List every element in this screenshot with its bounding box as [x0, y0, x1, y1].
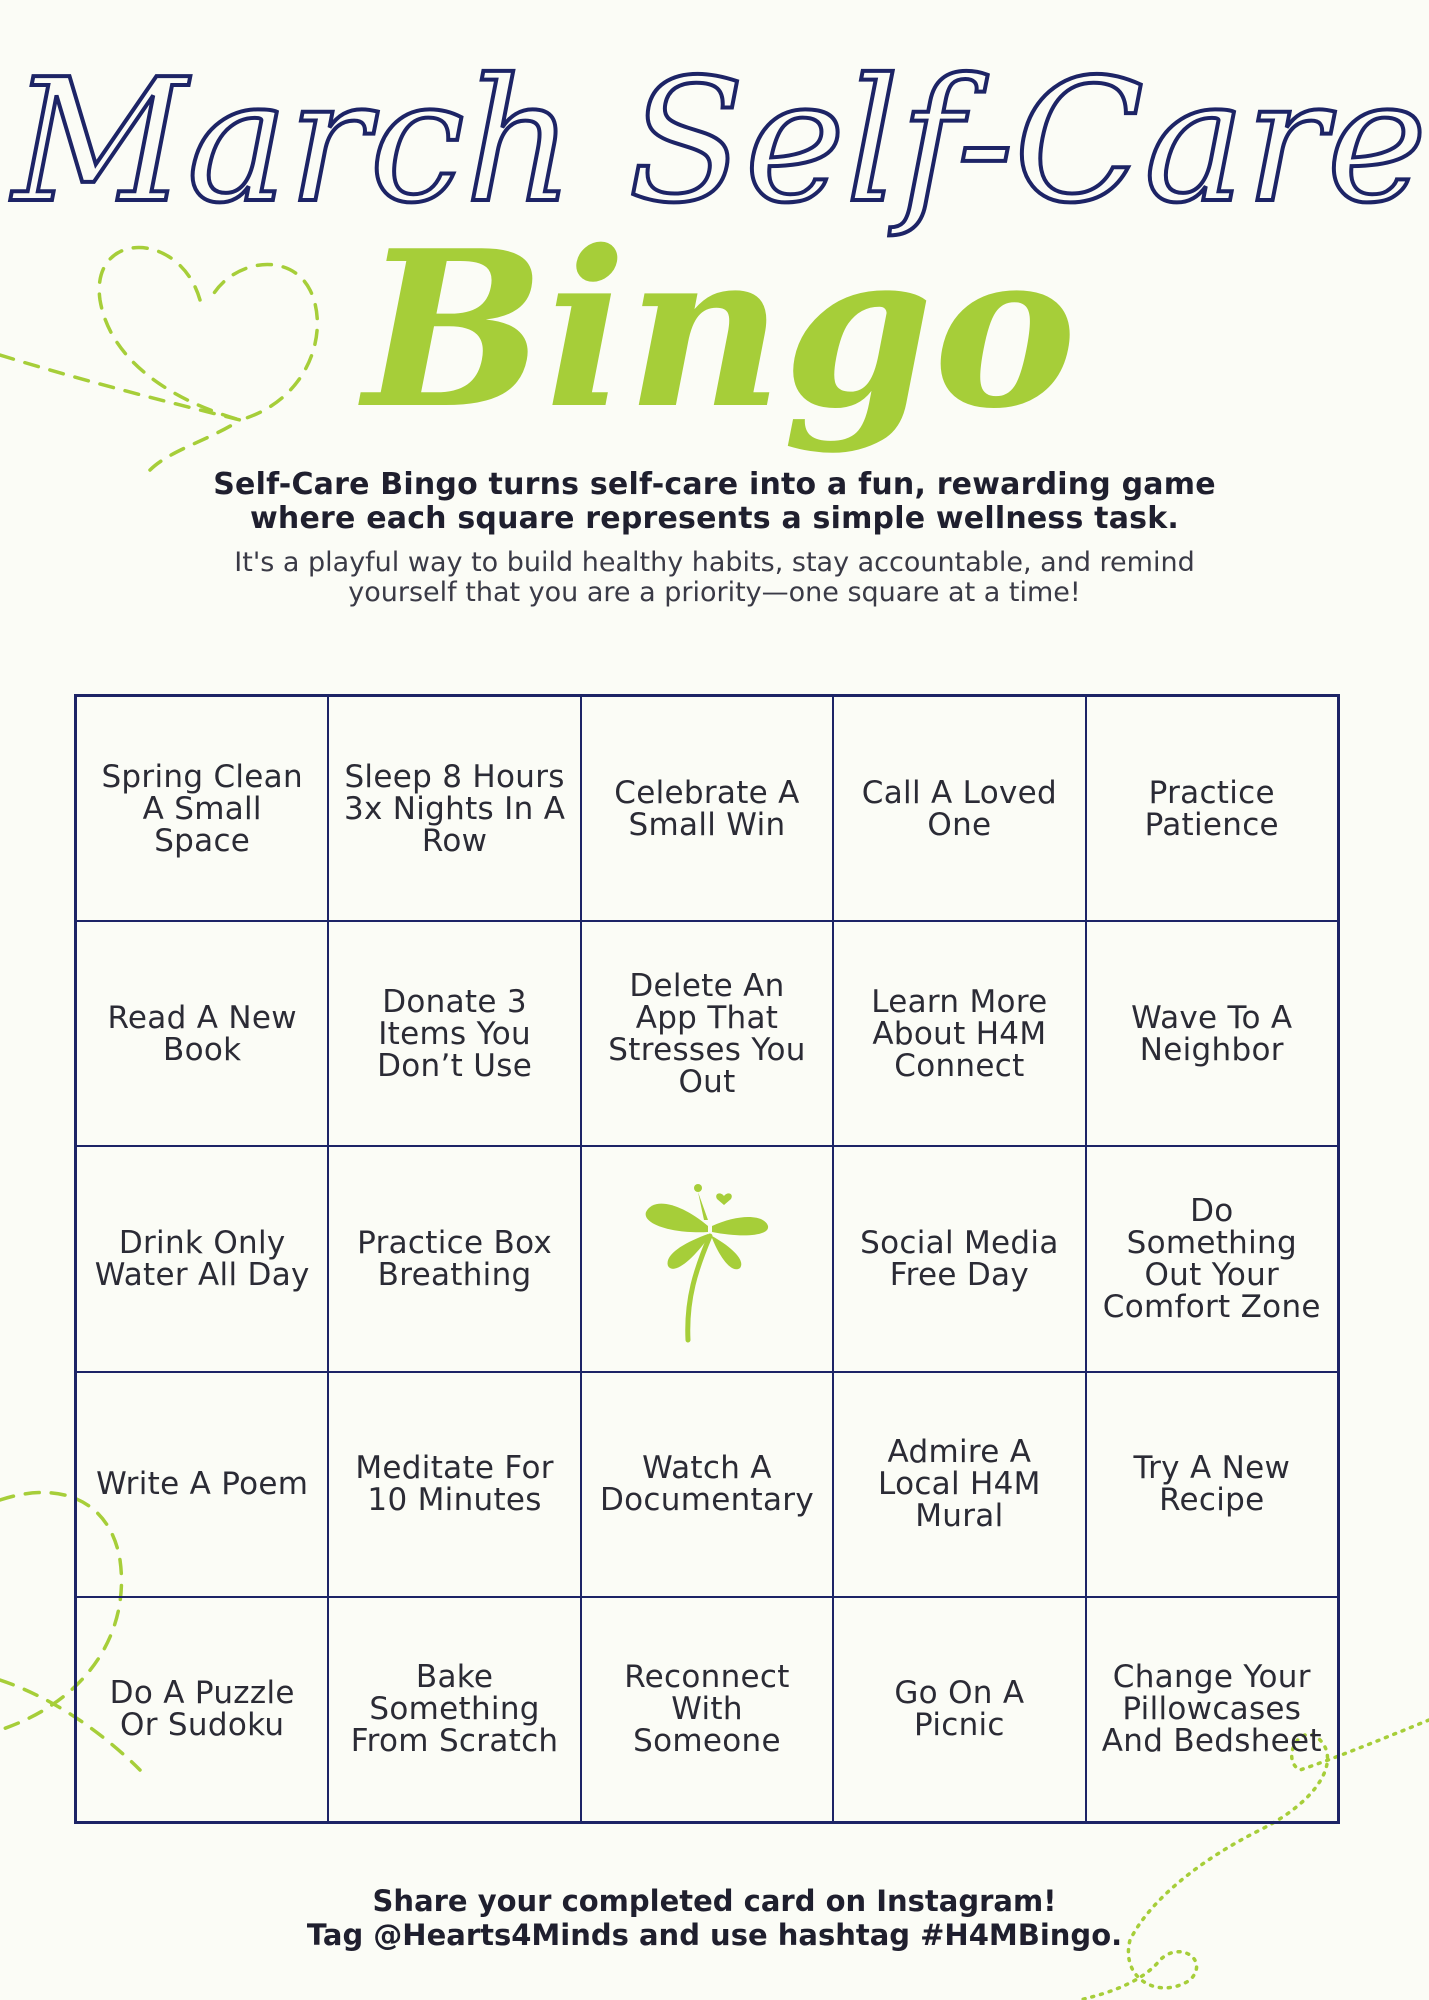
bingo-square[interactable]: Meditate For 10 Minutes	[328, 1372, 580, 1597]
bingo-square[interactable]: Sleep 8 Hours 3x Nights In A Row	[328, 696, 580, 921]
bingo-square[interactable]: Learn More About H4M Connect	[833, 921, 1085, 1146]
bingo-square[interactable]: Write A Poem	[76, 1372, 328, 1597]
bingo-square[interactable]: Practice Patience	[1086, 696, 1338, 921]
bingo-square[interactable]: Social Media Free Day	[833, 1146, 1085, 1371]
intro-text	[120, 468, 1309, 608]
bingo-square[interactable]: Celebrate A Small Win	[581, 696, 833, 921]
bingo-title	[360, 190, 1080, 470]
bingo-square[interactable]: Practice Box Breathing	[328, 1146, 580, 1371]
bingo-square[interactable]: Donate 3 Items You Don’t Use	[328, 921, 580, 1146]
bingo-square[interactable]: Watch A Documentary	[581, 1372, 833, 1597]
bingo-square[interactable]: Change Your Pillowcases And Bedsheet	[1086, 1597, 1338, 1822]
free-space[interactable]	[581, 1146, 833, 1371]
svg-text:March Self-Care: March Self-Care	[12, 43, 1428, 241]
footer-text	[120, 1884, 1309, 1952]
bingo-square[interactable]: Do Something Out Your Comfort Zone	[1086, 1146, 1338, 1371]
intro-light-line-2: yourself that you are a priority—one square at a time!	[348, 577, 1081, 608]
bingo-square[interactable]: Wave To A Neighbor	[1086, 921, 1338, 1146]
bingo-square[interactable]: Reconnect With Someone	[581, 1597, 833, 1822]
bingo-square[interactable]: Read A New Book	[76, 921, 328, 1146]
svg-text:Bingo: Bingo	[363, 203, 1077, 456]
bingo-square[interactable]: Try A New Recipe	[1086, 1372, 1338, 1597]
bingo-square[interactable]: Drink Only Water All Day	[76, 1146, 328, 1371]
bingo-square[interactable]: Go On A Picnic	[833, 1597, 1085, 1822]
bingo-board	[74, 694, 1340, 1824]
bingo-square[interactable]: Do A Puzzle Or Sudoku	[76, 1597, 328, 1822]
footer-line-2: Tag @Hearts4Minds and use hashtag #H4MBingo.	[306, 1918, 1123, 1952]
bingo-square[interactable]: Bake Something From Scratch	[328, 1597, 580, 1822]
dragonfly-heart-logo-icon	[642, 1174, 772, 1344]
bingo-square[interactable]: Admire A Local H4M Mural	[833, 1372, 1085, 1597]
bingo-square[interactable]: Call A Loved One	[833, 696, 1085, 921]
bingo-square[interactable]: Delete An App That Stresses You Out	[581, 921, 833, 1146]
intro-bold-line-2: where each square represents a simple wellness task.	[250, 501, 1179, 536]
intro-bold-line-1: Self-Care Bingo turns self-care into a fun, rewarding game	[213, 467, 1216, 502]
bingo-square[interactable]: Spring Clean A Small Space	[76, 696, 328, 921]
intro-light-line-1: It's a playful way to build healthy habits, stay accountable, and remind	[234, 547, 1195, 578]
footer-line-1: Share your completed card on Instagram!	[372, 1884, 1057, 1918]
